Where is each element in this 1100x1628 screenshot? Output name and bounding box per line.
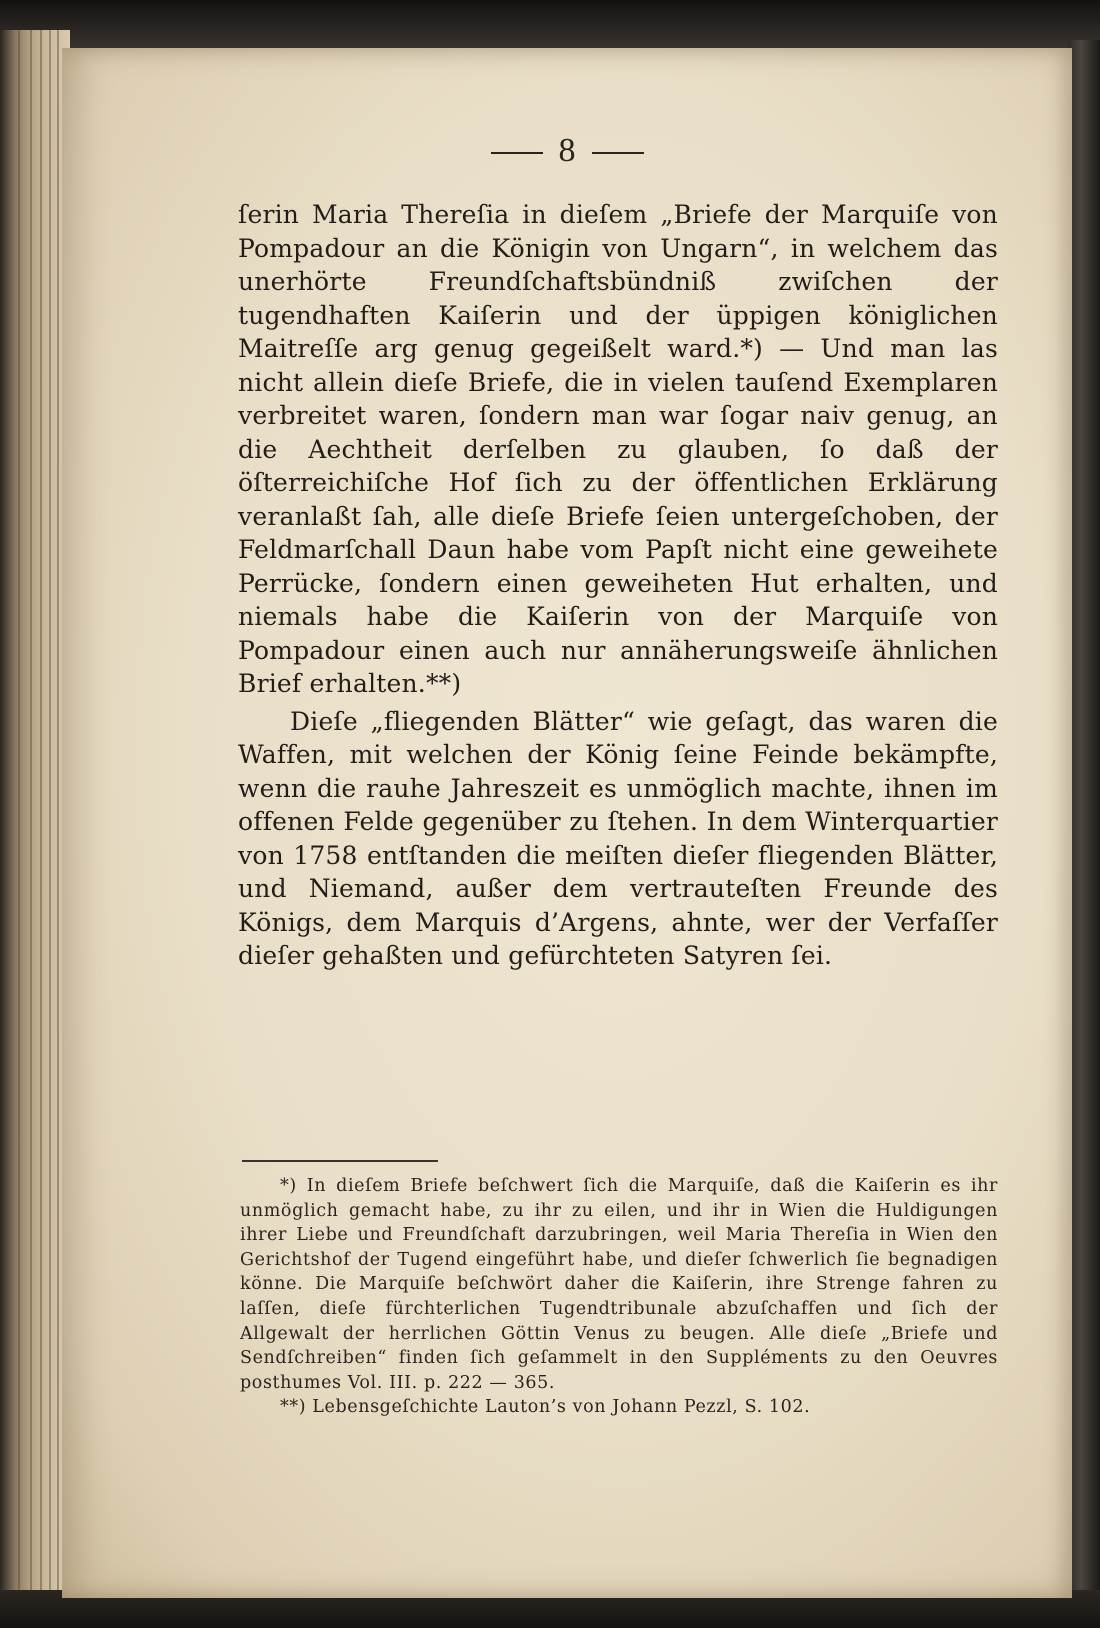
footnotes (240, 1174, 998, 1420)
page-number-dash-left (491, 152, 543, 154)
page-stack-edges (0, 30, 70, 1605)
book-page (62, 48, 1072, 1598)
page-edge-line (40, 30, 42, 1605)
page-edge-line (18, 30, 20, 1605)
footnote-separator (242, 1160, 438, 1162)
page-number-dash-right (592, 152, 644, 154)
page-number-header (62, 132, 1072, 170)
paragraph-2: Dieſe „fliegenden Blätter“ wie geſagt, das waren die Waffen, mit welchen der König ſeine Feinde bekämpfte, wenn die rauhe Jahreszeit es unmöglich machte, ihnen im offenen Felde gegenüber zu ſtehen. In dem Winterquartier von 1758 entſtanden die meiſten dieſer fliegenden Blätter, und Niemand, außer dem vertrauteſten Freunde des Königs, dem Marquis d’Argens, ahnte, wer der Verfaſſer dieſer gehaßten und gefürchteten Satyren ſei. (238, 706, 998, 970)
book-cover-edge (1068, 40, 1100, 1600)
footnote-1: *) In dieſem Briefe beſchwert ſich die Marquiſe, daß die Kaiſerin es ihr unmöglich gemacht habe, zu ihr zu eilen, und ihr in Wien die Huldigungen ihrer Liebe und Freundſchaft darzubringen, weil Maria Thereſia in Wien den Gerichtshof der Tugend eingeführt habe, und dieſer ſchwerlich ſie begnadigen könne. Die Marquiſe beſchwört daher die Kaiſerin, ihre Strenge fahren zu laſſen, dieſe fürchterlichen Tugendtribunale abzuſchaffen und ſich der Allgewalt der herrlichen Göttin Venus zu beugen. Alle dieſe „Briefe und Sendſchreiben“ finden ſich geſammelt in den Suppléments zu den Oeuvres posthumes Vol. III. p. 222 — 365. (240, 1176, 998, 1393)
paragraph-1: ſerin Maria Thereſia in dieſem „Briefe der Marquiſe von Pompadour an die Königin von Ungarn“, in welchem das unerhörte Freundſchaftsbündniß zwiſchen der tugendhaften Kaiſerin und der üppigen königlichen Maitreſſe arg genug gegeißelt ward.*) — Und man las nicht allein dieſe Briefe, die in vielen tauſend Exemplaren verbreitet waren, ſondern man war ſogar naiv genug, an die Aechtheit derſelben zu glauben, ſo daß der öſterreichiſche Hof ſich zu der öffentlichen Erklärung veranlaßt ſah, alle dieſe Briefe ſeien untergeſchoben, der Feldmarſchall Daun habe vom Papſt nicht eine geweihete Perrücke, ſondern einen geweiheten Hut erhalten, und niemals habe die Kaiſerin von der Marquiſe von Pompadour einen auch nur annäherungsweiſe ähnlichen Brief erhalten.**) (238, 200, 998, 698)
footnote-2: **) Lebensgeſchichte Lauton’s von Johann Pezzl, S. 102. (280, 1397, 811, 1418)
page-edge-line (49, 30, 51, 1605)
page-edge-line (57, 30, 59, 1605)
page-number: 8 (558, 132, 576, 169)
page-edge-line (30, 30, 32, 1605)
book-top-edge (0, 0, 1100, 52)
main-text (238, 198, 998, 973)
